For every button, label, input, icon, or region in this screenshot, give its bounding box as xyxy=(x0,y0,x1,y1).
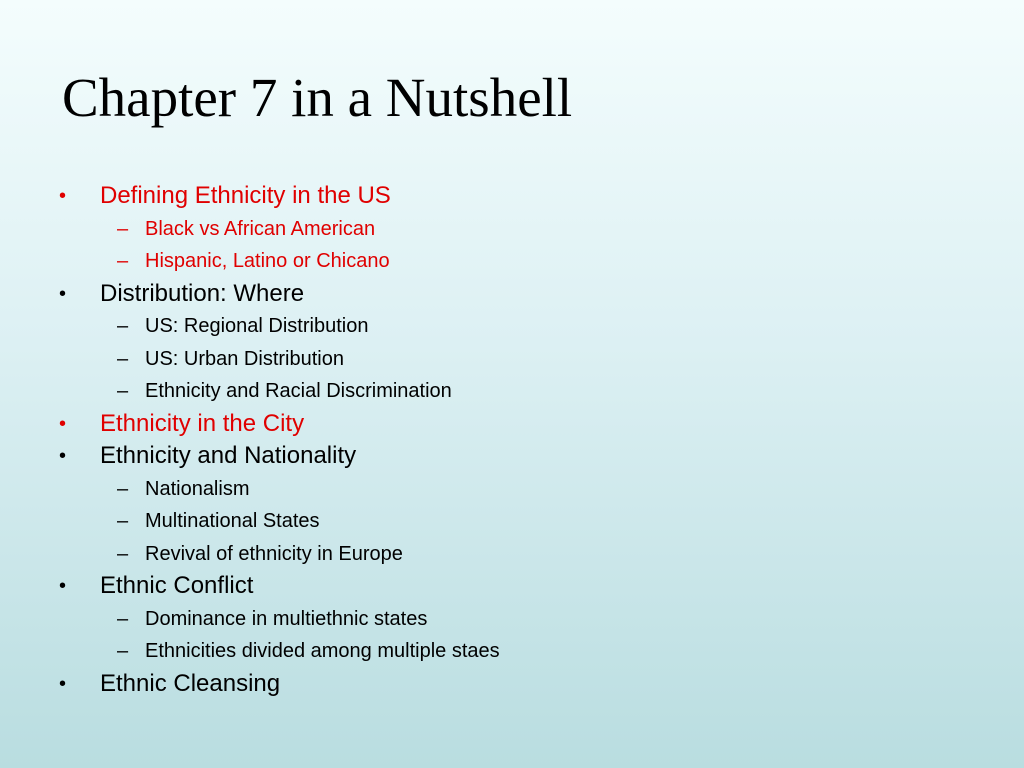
bullet-dot: • xyxy=(59,672,67,695)
sub-bullet-item xyxy=(0,603,1024,636)
bullet-dot: • xyxy=(59,445,67,467)
bullet-item xyxy=(0,668,1024,701)
slide-title: Chapter 7 in a Nutshell xyxy=(62,67,573,128)
sub-bullet-item xyxy=(0,473,1024,506)
sub-bullet-item xyxy=(0,245,1024,278)
bullet-text: Ethnicities divided among multiple staes xyxy=(145,640,500,662)
sub-bullet-dash: – xyxy=(117,347,129,370)
bullet-text: Revival of ethnicity in Europe xyxy=(145,542,403,565)
bullet-text: US: Urban Distribution xyxy=(145,347,344,370)
bullet-text: Nationalism xyxy=(145,477,250,500)
bullet-item xyxy=(0,440,1024,473)
bullet-item xyxy=(0,278,1024,311)
bullet-text: Hispanic, Latino or Chicano xyxy=(145,250,390,272)
bullet-text: Ethnic Cleansing xyxy=(100,669,281,697)
bullet-text: Distribution: Where xyxy=(100,279,305,307)
sub-bullet-item xyxy=(0,213,1024,246)
sub-bullet-item xyxy=(0,343,1024,376)
bullet-text: Ethnicity in the City xyxy=(100,409,305,437)
sub-bullet-dash: – xyxy=(117,607,129,630)
sub-bullet-item xyxy=(0,538,1024,571)
bullet-text: Black vs African American xyxy=(145,217,376,240)
bullet-item xyxy=(0,180,1024,213)
sub-bullet-dash: – xyxy=(117,250,129,272)
sub-bullet-dash: – xyxy=(117,640,129,662)
bullet-text: Ethnicity and Nationality xyxy=(100,442,357,469)
sub-bullet-dash: – xyxy=(117,315,129,337)
bullet-item xyxy=(0,570,1024,603)
bullet-dot: • xyxy=(59,282,67,305)
bullet-list xyxy=(0,180,1024,700)
bullet-text: Multinational States xyxy=(145,510,320,532)
bullet-text: Ethnic Conflict xyxy=(100,572,254,599)
bullet-text: US: Regional Distribution xyxy=(145,315,369,337)
bullet-dot: • xyxy=(59,412,67,435)
sub-bullet-dash: – xyxy=(117,380,129,402)
sub-bullet-item xyxy=(0,635,1024,668)
sub-bullet-item xyxy=(0,505,1024,538)
bullet-text: Ethnicity and Racial Discrimination xyxy=(145,380,452,402)
bullet-dot: • xyxy=(59,575,67,597)
bullet-text: Dominance in multiethnic states xyxy=(145,607,428,630)
sub-bullet-dash: – xyxy=(117,217,129,240)
bullet-text: Defining Ethnicity in the US xyxy=(100,182,391,209)
sub-bullet-dash: – xyxy=(117,477,129,500)
sub-bullet-item xyxy=(0,310,1024,343)
sub-bullet-dash: – xyxy=(117,510,129,532)
sub-bullet-dash: – xyxy=(117,542,129,565)
bullet-item xyxy=(0,408,1024,441)
bullet-dot: • xyxy=(59,185,67,207)
sub-bullet-item xyxy=(0,375,1024,408)
